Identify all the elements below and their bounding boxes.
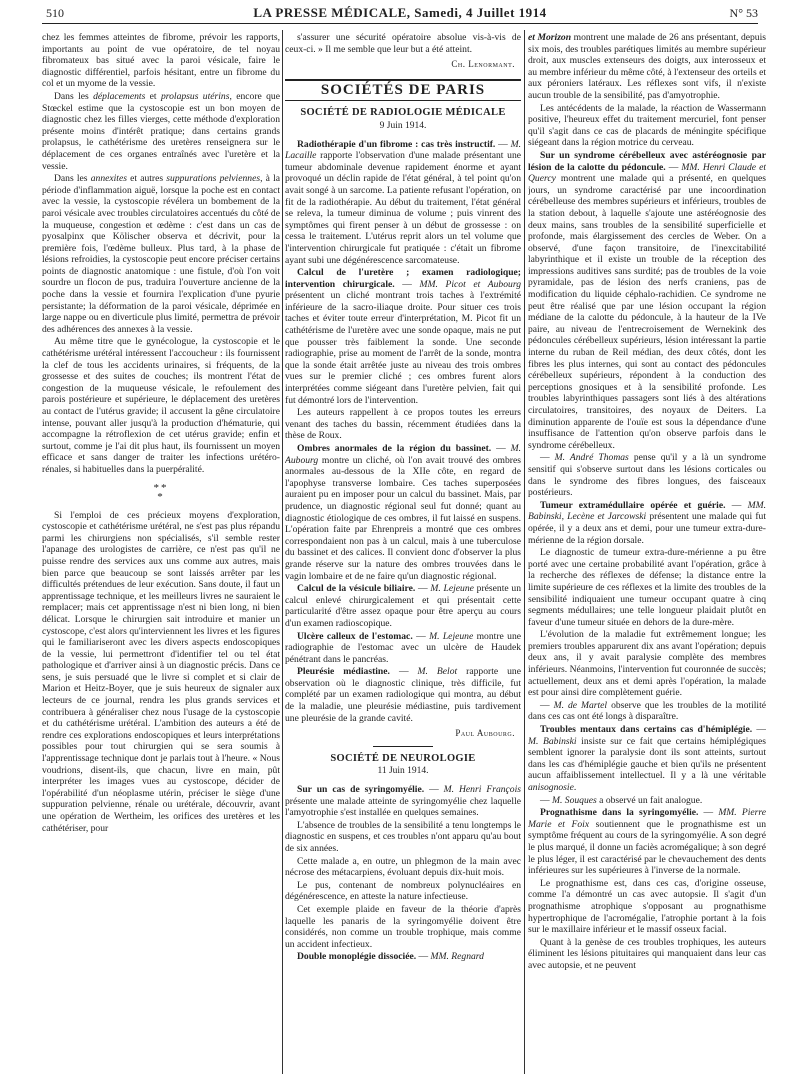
paragraph: Les auteurs rappellent à ce propos toutes les erreurs venant des taches du bassin, récemment étudiées dans la thèse de Roux. [285, 407, 521, 442]
author: M. de Martel [553, 699, 608, 711]
paragraph: Cet exemple plaide en faveur de la théorie d'après laquelle les panaris de la syringomyélie doivent être considérés, non comme un trouble trophique, mais comme un accident infectieux. [285, 903, 521, 950]
paragraph: L'évolution de la maladie fut extrêmement longue; les premiers troubles apparurent dix ans avant l'opération; depuis deux ans, il y avait paralysie complète des membres inférieurs. Néanmoins, l'intervention fut couronnée de succès; actuellement, deux ans et demi après l'opération, la malade est pour ainsi dire complètement guérie. [528, 629, 766, 699]
article-title: Sur un syndrome cérébelleux avec astéréognosie par lésion de la calotte du pédoncule. [528, 149, 766, 173]
text: , à la période d'inflammation aiguë, lorsque la poche est en contact avec la vessie, la cystoscopie révélera un bombement de la paroi vésicale avec troubles circulatoires accentués du côté de la muqueuse, congestion et œdème : c'est dans un cas de pyosalpinx que Kölischer observa et décrivit, pour la première fois, l'œdème bulleux. Plus tard, à la phase de lésions refroidies, la cystoscopie peut encore préciser certains points de diagnostic anatomique : une fistule, d'où l'on voit sourdre un flocon de pus, traduira l'ouverture ancienne de la poche dans la vessie et fournira l'explication d'une pyurie persistante; la déformation de la paroi vésicale, déprimée en large nappe ou en diverticule plus limité, permettra de prévoir des adhérences des annexes à la vessie. [42, 173, 280, 335]
running-header [20, 4, 780, 24]
article: Ombres anormales de la région du bassinet. — M. Aubourg montre un cliché, où l'on avait trouvé des ombres anormales au-dessous de la XIIe côte, en regard de l'apophyse transverse lombaire. Ces taches superposées auraient pu en imposer pour un calcul du bassinet. Mais, par prudence, un diagnostic régional seul fut donné; quant au diagnostic étiologique de ces ombres, il fut laissé en suspens. L'opération faite par Ehrenpreis a montré que ces ombres correspondaient non pas à un calcul, mais à une tuberculose du bassinet et des calices. Il convient donc d'observer la plus grande réserve sur la nature des ombres trouvées dans le vagin lombaire et de ne faire qu'un diagnostic régional. [285, 443, 521, 582]
author: MM. Babinski, Lecène et Jarcowski [528, 499, 766, 523]
author: M. Souques [552, 794, 597, 806]
article-title: Tumeur extramédullaire opérée et guérie. [540, 499, 726, 511]
paragraph: Le pus, contenant de nombreux polynucléaires en dégénérescence, en atteste la nature infectieuse. [285, 879, 521, 903]
paragraph: s'assurer une sécurité opératoire absolue vis-à-vis de ceux-ci. » Il me semble que leur but a été atteint. [285, 32, 521, 55]
author: M. Babinski [528, 735, 577, 747]
author: MM. Regnard [430, 951, 484, 963]
text: Dans les [54, 90, 94, 102]
author: MM. Picot et Aubourg [419, 278, 521, 290]
author: M. Lejeune [430, 583, 474, 595]
text: observe que les troubles de la motilité dans ces cas ont été longs à disparaître. [528, 699, 766, 723]
author: M. Lejeune [429, 630, 474, 642]
author: et Morizon [528, 32, 572, 43]
column-3 [528, 32, 766, 1072]
paragraph: Le prognathisme est, dans ces cas, d'origine osseuse, comme l'a démontré un cas avec autopsie. Il s'agit d'un prognathisme atrophique s'opposant au prognathisme hypertrophique de l'acromégalie, l'atrophie portant à la fois sur le maxillaire inférieur et le massif osseux facial. [528, 877, 766, 936]
author: M. Aubourg [285, 443, 521, 466]
text: Dans les [54, 173, 91, 185]
text: montrent une malade de 26 ans présentant, depuis six mois, des troubles parétiques limités au membre supérieur droit, aux muscles extenseurs des doigts, aux interosseux et au membre inférieur du même côté, à l'extenseur des orteils et aux péroniers latéraux. Les réflexes sont vifs, il n'existe aucun trouble de la sensibilité, pas d'amyotrophie. [528, 32, 766, 101]
article-title: Ombres anormales de la région du bassinet. [297, 443, 492, 454]
text: — [540, 699, 554, 711]
text: insiste sur ce fait que certains hémiplégiques semblent ignorer la paralysie dont ils sont atteints, surtout dans les cas d'hémiplégie gauche et bien qu'ils ne présentent aucun affaiblissement intellectuel. Il y a là une véritable [528, 735, 766, 782]
author: M. Belot [417, 666, 458, 678]
text: prolapsus utérins [160, 90, 230, 102]
text: . [573, 782, 577, 793]
text: rapporte l'observation d'une malade présentant une tumeur abdominale devenue rapidement énorme et ayant provoqué un déclin rapide de l'état général, à tel point qu'on avait songé à un sarcome. La patiente refusant l'opération, on fit de la radiothérapie. Au début du traitement, l'état général se releva, la tumeur diminua de volume ; puis vinrent des symptômes qui firent penser à un début de grossesse : on cessa le traitement. L'utérus reprit alors un tel volume que l'intervention chirurgicale fut pratiquée : c'était un fibrome ayant subi une dégénérescence sarcomateuse. [285, 150, 521, 266]
article: Sur un syndrome cérébelleux avec astéréognosie par lésion de la calotte du pédoncule. — MM. Henri Claude et Quercy montrent une malade qui a présenté, en quelques jours, un syndrome caractérisé par une incoordination cérébelleuse des membres supérieurs et inférieurs, troubles de la station debout, à laquelle s'ajoute une astéréognosie des deux mains, sans troubles de la sensibilité superficielle et profonde, mais élargissement des cercles de Weber. On a observé, d'une façon transitoire, de l'inexcitabilité labyrinthique et il existe un trouble de la réception des impressions auditives sans surdité; pas de troubles de la voie pyramidale, pas de lésion des nerfs craniens, pas de modification du liquide céphalo-rachidien. Ce syndrome ne peut être réalisé que par une lésion occupant la région médiane de la calotte du pédoncule, à la hauteur de la IVe paire, au niveau de l'entrecroisement de Wernekink des pédoncules cérébelleux supérieurs, lésion intéressant la partie interne du ruban de Reil médian, des deux côtés, dont les fibres les plus internes, qui sont au contact des pédoncules cérébelleux supérieurs, répondent à la conduction des perceptions gnosiques et à la sensibilité profonde. Les troubles labyrinthiques passagers sont liés à des altérations circulatoires, transitoires, des noyaux de Deiters. La diminution apparente de l'ouïe est sous la dépendance d'une insuffisance de l'attention qu'on observe parfois dans le syndrome cérébelleux. [528, 149, 766, 451]
text: présentent une malade qui fut opérée, il y a deux ans et demi, pour une tumeur extra-dure-mérienne de la région dorsale. [528, 511, 766, 546]
session-date: 9 Juin 1914. [379, 120, 427, 131]
text: soutiennent que le prognathisme est un symptôme fréquent au cours de la syringomyélie. A son degré le plus marqué, il donne un faciès acromégalique; à son degré le plus léger, il est caractérisé par le chevauchement des dents inférieures sur les supérieures à l'inverse de la normale. [528, 818, 766, 877]
text: — [540, 452, 555, 464]
text: annexites [90, 173, 127, 185]
header-rule [42, 23, 758, 24]
author: M. André Thomas [554, 452, 629, 464]
text: présente un calcul enlevé chirurgicalement et qui présentait cette particularité d'être assez opaque pour être aperçu au cours d'un examen radioscopique. [285, 583, 521, 629]
author: M. Lacaille [285, 138, 521, 162]
text: — [540, 794, 552, 806]
article: Double monoplégie dissociée. — MM. Regnard [297, 951, 484, 963]
column-2 [285, 32, 521, 1072]
column-divider [282, 30, 283, 1074]
paragraph [42, 173, 280, 335]
article-title: Troubles mentaux dans certains cas d'hémiplégie. [540, 724, 753, 736]
article-title: Pleurésie médiastine. [297, 666, 390, 678]
text: anisognosie [528, 782, 574, 793]
paragraph: Au même titre que le gynécologue, la cystoscopie et le cathétérisme urétéral intéressent l'accoucheur : ils fournissent la clef de tous les accidents urinaires, si fréquents, de la grossesse et des suites de couches; ils montrent l'état de congestion de la muqueuse vésicale, le refoulement des parois postérieure et supérieure, le déplacement des uretères au contact de l'utérus gravide; il accusent la gêne circulatoire intense, pouvant aller jusqu'à la production d'hématurie, qui accompagne la rétroflexion de cet utérus gravide; enfin et surtout, comme je l'ai dit plus haut, ils fournissent un moyen efficace et sans danger de traiter les infections urétéro-rénales, si habituelles dans la puerpéralité. [42, 336, 280, 475]
society-title: SOCIÉTÉ DE NEUROLOGIE [330, 752, 476, 764]
paragraph: L'absence de troubles de la sensibilité a tenu longtemps le diagnostic en suspens, et ces troubles n'ont apparu qu'au bout de six années. [285, 819, 521, 854]
paragraph: Cette malade a, en outre, un phlegmon de la main avec nécrose des métacarpiens, évoluant depuis dix-huit mois. [285, 855, 521, 879]
paragraph [528, 795, 766, 807]
paragraph: Si l'emploi de ces précieux moyens d'exploration, cystoscopie et cathétérisme urétéral, ne s'est pas plus répandu parmi les chirurgiens non spécialisés, s'il semble rester l'apanage des urologistes de carrière, ce n'est pas qu'il ne puisse rendre des services aux uns comme aux autres, mais bien parce que beaucoup se sont laissés arrêter par les difficultés prétendues de leur exécution. Sans doute, il faut un apprentissage technique, et les meilleurs livres ne sauraient le remplacer; mais cet apprentissage n'est ni bien long, ni bien délicat. Lorsque le chirurgien sait introduire et manier un cystoscope, c'est alors qu'interviennent les livres et les figures qui le familiariseront avec les divers aspects endoscopiques de la vessie, lui permettront d'identifier tel ou tel état pathologique et d'arriver ainsi à un diagnostic précis. Dans ce sens, je suis persuadé que le livre si complet et si clair de Marion et Heitz-Boyer, que je suis heureux de signaler aux lecteurs de ce journal, rendra les plus grands services et contribuera à généraliser chez nous l'usage de la cystoscopie et du cathétérisme urétéral. L'ambition des auteurs a été de rendre ces explorations endoscopiques et leurs interprétations possibles pour tout chirurgien qui se sera soumis à l'apprentissage technique dont je parlais tout à l'heure. « Nous voudrions, disent-ils, que chacun, livre en main, pût interpréter les images vues au cystoscope, décider de l'opérabilité d'un néoplasme utérin, préciser le siège d'une suppuration pelvienne, rénale ou urétérale, découvrir, avant une opération de Wertheim, les orifices des uretères et les cathétériser, pour [42, 509, 280, 834]
paragraph [528, 32, 766, 102]
paragraph [528, 452, 766, 498]
author: M. Henri François [443, 784, 521, 796]
paragraph: Le diagnostic de tumeur extra-dure-mérienne a pu être porté avec une certaine probabilité avant l'opération, grâce à la recherche des réflexes de défense; la distance entre la limite supérieure de ces réflexes et la limite des troubles de la sensibilité indiquaient une tumeur occupant quatre à cinq segments médullaires; une telle longueur plaidait plutôt en faveur d'une tumeur située en dehors de la dure-mère. [528, 547, 766, 628]
section-separator: ** * [153, 481, 169, 503]
article: Prognathisme dans la syringomyélie. — MM. Pierre Marie et Foix soutiennent que le prognathisme est un symptôme fréquent au cours de la syringomyélie. A son degré le plus marqué, il donne un faciès acromégalique; à son degré le plus léger, il est caractérisé par le chevauchement des dents inférieures sur les supérieures à l'inverse de la normale. [528, 807, 766, 877]
signature: Ch. Lenormant. [451, 59, 515, 70]
article-title: Calcul de la vésicule biliaire. [297, 583, 416, 595]
text: montre un cliché, où l'on avait trouvé des ombres anormales au-dessous de la XIIe côte, en regard de l'apophyse transverse lombaire. Ces taches superposées auraient pu en imposer pour un calcul du bassinet. Mais, par prudence, un diagnostic régional seul fut donné; quant au diagnostic étiologique de ces ombres, il fut laissé en suspens. L'opération faite par Ehrenpreis a montré que ces ombres correspondaient non pas à un calcul, mais à une tuberculose du bassinet et des calices. Il convient donc d'observer la plus grande réserve sur la nature des ombres trouvées dans le vagin lombaire et de ne faire qu'un diagnostic régional. [285, 454, 521, 582]
article: Sur un cas de syringomyélie. — M. Henri François présente une malade atteinte de syringomyélie chez laquelle l'amyotrophie s'est installée en quelques semaines. [285, 784, 521, 819]
signature: Paul Aubourg. [455, 728, 515, 739]
article: Calcul de la vésicule biliaire. — M. Lejeune présente un calcul enlevé chirurgicalement et qui présentait cette particularité d'être assez opaque pour être aperçu au cours d'un examen radioscopique. [285, 583, 521, 629]
society-title: SOCIÉTÉ DE RADIOLOGIE MÉDICALE [300, 107, 506, 119]
text: présentent un cliché montrant trois taches à l'extrémité inférieure de la sacro-iliaque droite. Pour situer ces trois taches et éviter toute erreur d'interprétation, M. Picot fit un cathétérisme de l'uretère avec une sonde opaque, mais ne put que pousser très faiblement la sonde. Une seconde radiographie, prise au moment de l'arrêt de la sonde, montra que la sonde était arrêtée juste au niveau des trois ombres vues sur le premier cliché ; ces ombres furent alors interprétées comme siégeant dans l'uretère pelvien, fait qui fut démontré lors de l'intervention. [285, 290, 521, 406]
paragraph: Les antécédents de la malade, la réaction de Wassermann positive, l'heureux effet du traitement mercuriel, font penser qu'il s'agit dans ce cas de placards de méningite spécifique siégeant dans la région motrice du cerveau. [528, 102, 766, 149]
author: MM. Pierre Marie et Foix [528, 807, 766, 830]
article-title: Sur un cas de syringomyélie. [297, 784, 425, 796]
paragraph: Quant à la genèse de ces troubles trophiques, les auteurs éliminent les lésions pituitaires qui manquaient dans leur cas avec autopsie, et ne peuvent [528, 936, 766, 971]
article-title: Ulcère calleux de l'estomac. [297, 630, 413, 642]
text: rapporte une observation où le diagnostic clinique, très difficile, fut complété par un examen radiologique qui montra, au début de la maladie, une pleurésie médiastine, puis tardivement une pleurésie de la grande cavité. [285, 666, 521, 724]
issue-number: N° 53 [729, 6, 758, 20]
text: déplacements [93, 90, 146, 102]
text: suppurations pelviennes [166, 173, 261, 185]
article-title: Calcul de l'uretère ; examen radiologique; intervention chirurgicale. [285, 267, 521, 290]
section-heading: SOCIÉTÉS DE PARIS [285, 79, 521, 102]
article: Radiothérapie d'un fibrome : cas très instructif. — M. Lacaille rapporte l'observation d'une malade présentant une tumeur abdominale devenue rapidement énorme et ayant provoqué un déclin rapide de l'état général, à tel point qu'on avait songé à un sarcome. La patiente refusant l'opération, on fit de la radiothérapie. Au début du traitement, l'état général se releva, la tumeur diminua de volume ; puis vinrent des symptômes qui firent penser à un début de grossesse : on cessa le traitement. L'utérus reprit alors un tel volume que l'intervention chirurgicale fut pratiquée : c'était un fibrome ayant subi une dégénérescence sarcomateuse. [285, 138, 521, 266]
paragraph [528, 700, 766, 723]
article: Troubles mentaux dans certains cas d'hémiplégie. — M. Babinski insiste sur ce fait que certains hémiplégiques semblent ignorer la paralysie dont ils sont atteints, surtout dans les cas d'hémiplégie gauche et bien qu'ils ne présentent aucun affaiblissement intellectuel. Il y a là une véritable anisognosie. [528, 724, 766, 793]
session-date: 11 Juin 1914. [377, 766, 429, 777]
text: a observé un fait analogue. [596, 794, 703, 806]
article-title: Radiothérapie d'un fibrome : cas très instructif. [297, 138, 496, 150]
text: montre une radiographie de l'estomac avec un ulcère de Haudek pénétrant dans le pancréas. [285, 630, 521, 665]
author: MM. Henri Claude et Quercy [528, 161, 766, 185]
article-title: Double monoplégie dissociée. [297, 951, 417, 963]
column-1 [42, 32, 280, 1072]
running-title: LA PRESSE MÉDICALE, Samedi, 4 Juillet 1914 [253, 5, 547, 20]
text: présente une malade atteinte de syringomyélie chez laquelle l'amyotrophie s'est installée en quelques semaines. [285, 795, 521, 819]
paragraph [42, 91, 280, 172]
text: montrent une malade qui a présenté, en quelques jours, un syndrome caractérisé par une incoordination cérébelleuse des membres supérieurs et inférieurs, troubles de la station debout, à laquelle s'ajoute une astéréognosie des deux mains, sans troubles de la sensibilité superficielle et profonde, mais élargissement des cercles de Weber. On a observé, d'une façon transitoire, de l'inexcitabilité labyrinthique et il existe un trouble de la réception des impressions auditives sans surdité; pas de troubles de la voie pyramidale, pas de lésion des nerfs craniens, pas de modification du liquide céphalo-rachidien. Ce syndrome ne peut être réalisé que par une lésion occupant la région médiane de la calotte du pédoncule, à la hauteur de la IVe paire, au niveau de l'entrecroisement de Wernekink des pédoncules cérébelleux supérieurs, lésion intéressant la partie interne du ruban de Reil médian, des deux côtés, dont les fibres les plus internes, qui sont au contact des pédoncules cérébelleux supérieurs, répondent à la conduction des perceptions gnosiques et à la sensibilité profonde. Les troubles labyrinthiques passagers sont liés à des altérations circulatoires, transitoires, des noyaux de Deiters. La diminution apparente de l'ouïe est sous la dépendance d'une insuffisance de l'attention qu'on observe parfois dans le syndrome cérébelleux. [528, 173, 766, 451]
text: et autres [126, 173, 167, 185]
text: pense qu'il y a là un syndrome sensitif qui s'observe surtout dans les lésions corticales ou dans le syndrome des fibres longues, des faisceaux postérieurs. [528, 452, 766, 499]
article: Pleurésie médiastine. — M. Belot rapporte une observation où le diagnostic clinique, très difficile, fut complété par un examen radiologique qui montra, au début de la maladie, une pleurésie médiastine, puis tardivement une pleurésie de la grande cavité. [285, 666, 521, 724]
text: et [145, 90, 161, 102]
article: Tumeur extramédullaire opérée et guérie. — MM. Babinski, Lecène et Jarcowski présentent une malade qui fut opérée, il y a deux ans et demi, pour une tumeur extra-dure-mérienne de la région dorsale. [528, 499, 766, 546]
article: Ulcère calleux de l'estomac. — M. Lejeune montre une radiographie de l'estomac avec un ulcère de Haudek pénétrant dans le pancréas. [285, 630, 521, 665]
article-title: Prognathisme dans la syringomyélie. [540, 807, 699, 819]
article: Calcul de l'uretère ; examen radiologique; intervention chirurgicale. — MM. Picot et Aubourg présentent un cliché montrant trois taches à l'extrémité inférieure de la sacro-iliaque droite. Pour situer ces trois taches et éviter toute erreur d'interprétation, M. Picot fit un cathétérisme de l'uretère avec une sonde opaque, mais ne put que pousser très faiblement la sonde. Une seconde radiographie, prise au moment de l'arrêt de la sonde, montra que la sonde était arrêtée juste au niveau des trois ombres vues sur le premier cliché ; ces ombres furent alors interprétées comme siégeant dans l'uretère pelvien, fait qui fut démontré lors de l'intervention. [285, 267, 521, 406]
paragraph: chez les femmes atteintes de fibrome, prévoir les rapports, importants au point de vue opératoire, de tel noyau fibromateux bas situé avec la paroi vésicale, faire le diagnostic différentiel, parfois hésitant, entre un fibrome du col et un myome de la vessie. [42, 32, 280, 90]
separator-rule [373, 746, 433, 747]
column-divider [524, 30, 525, 1074]
page-number: 510 [46, 6, 64, 20]
text: , encore que Stœckel estime que la cystoscopie est un bon moyen de diagnostic chez les filles vierges, cette méthode d'exploration présente moins d'intérêt pratique; dans certains grands prolapsus, le cathétérisme des uretères renseignera sur le déplacement de ces organes entraînés avec l'uretère et la vessie. [42, 90, 280, 172]
